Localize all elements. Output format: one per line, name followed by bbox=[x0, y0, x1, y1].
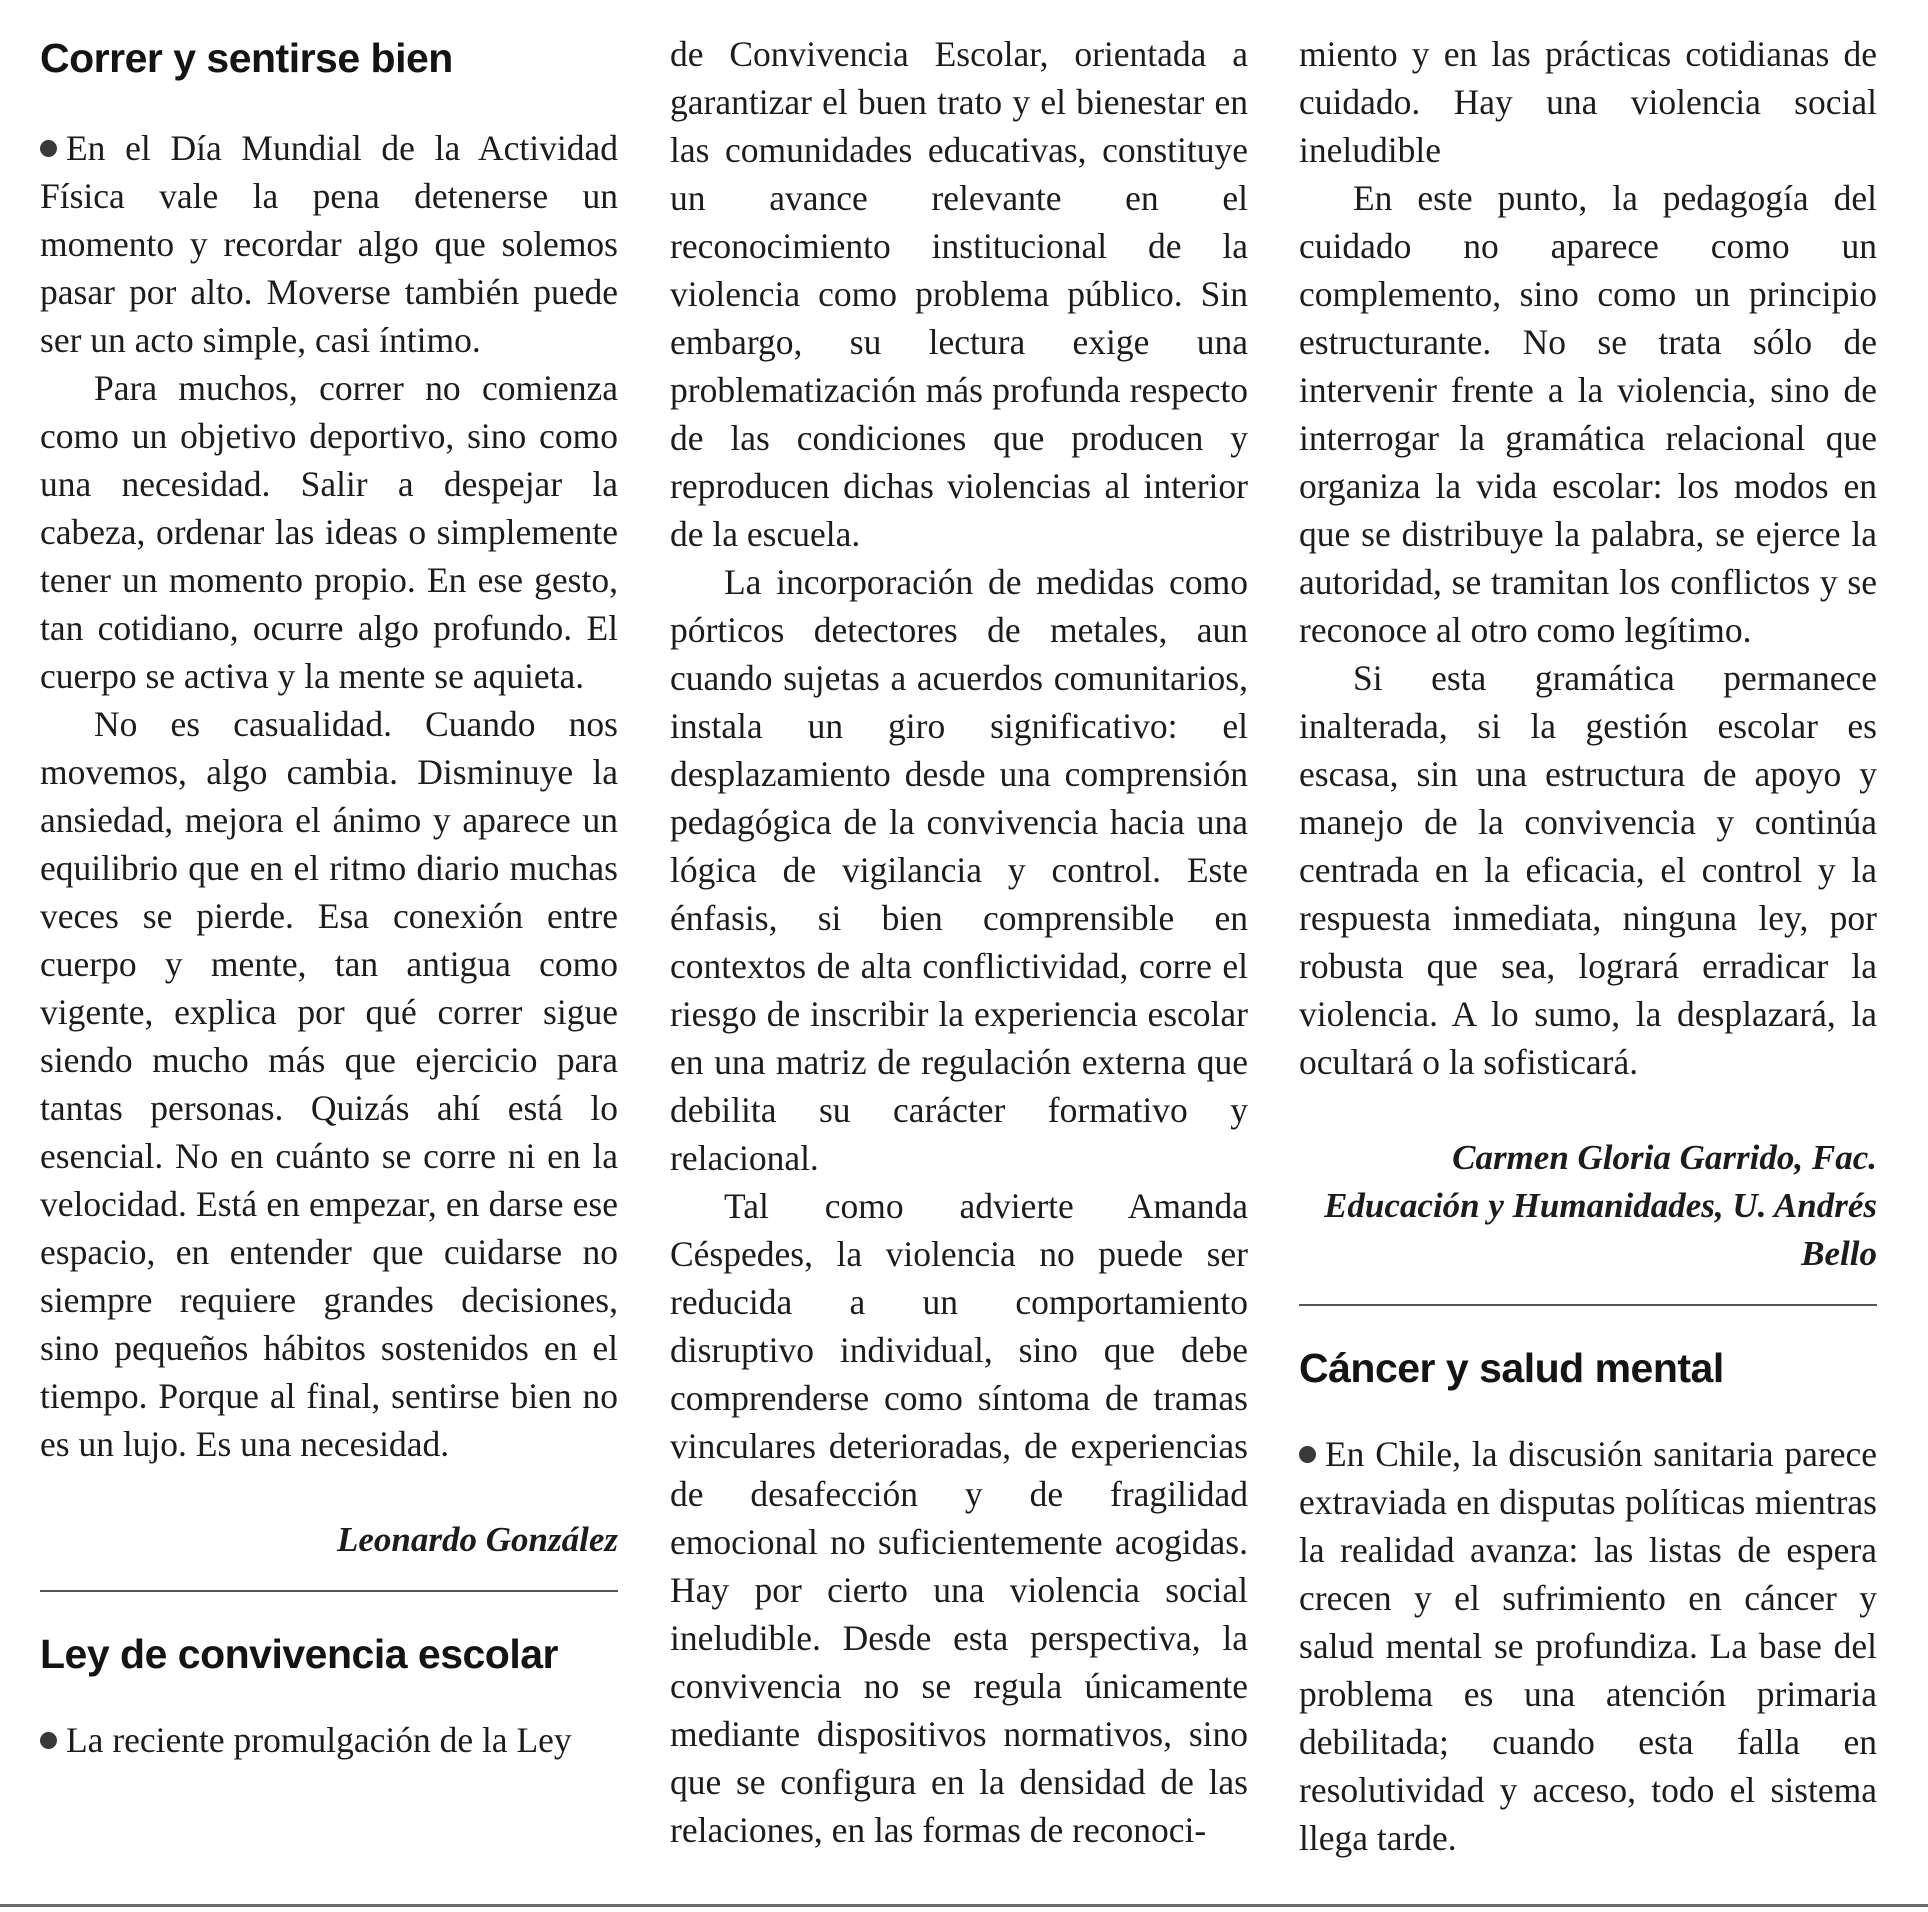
author-signature: Carmen Gloria Garrido, Fac. Educación y Humanidades, U. Andrés Bello bbox=[1324, 1138, 1877, 1273]
article-ley-continued bbox=[670, 30, 1248, 1854]
article-paragraph: En este punto, la pedagogía del cuidado no aparece como un complemento, sino como un principio estructurante. No se trata sólo de intervenir frente a la violencia, sino de interrogar la gramática relacional que organiza la vida escolar: los modos en que se distribuye la palabra, se ejerce la autoridad, se tramitan los conflictos y se reconoce al otro como legítimo. bbox=[1299, 178, 1877, 650]
headline-ley: Ley de convivencia escolar bbox=[40, 1631, 558, 1677]
article-paragraph: Para muchos, correr no comienza como un objetivo deportivo, sino como una necesidad. Salir a despejar la cabeza, ordenar las ideas o simplemente tener un momento propio. En ese gesto, tan cotidiano, ocurre algo profundo. El cuerpo se activa y la mente se aquieta. bbox=[40, 368, 618, 696]
column-2 bbox=[670, 30, 1248, 1854]
article-paragraph: No es casualidad. Cuando nos movemos, algo cambia. Disminuye la ansiedad, mejora el ánimo y aparece un equilibrio que en el ritmo diario muchas veces se pierde. Esa conexión entre cuerpo y mente, tan antigua como vigente, explica por qué correr sigue siendo mucho más que ejercicio para tantas personas. Quizás ahí está lo esencial. No en cuánto se corre ni en la velocidad. Está en empezar, en darse ese espacio, en entender que cuidarse no siempre requiere grandes decisiones, sino pequeños hábitos sostenidos en el tiempo. Porque al final, sentirse bien no es un lujo. Es una necesidad. bbox=[40, 704, 618, 1464]
column-3 bbox=[1299, 30, 1877, 1862]
article-paragraph: La incorporación de medidas como pórticos detectores de metales, aun cuando sujetas a acuerdos comunitarios, instala un giro significativo: el desplazamiento desde una comprensión pedagógica de la convivencia hacia una lógica de vigilancia y control. Este énfasis, si bien comprensible en contextos de alta conflictividad, corre el riesgo de inscribir la experiencia escolar en una matriz de regulación externa que debilita su carácter formativo y relacional. bbox=[670, 562, 1248, 1178]
article-paragraph: de Convivencia Escolar, orientada a garantizar el buen trato y el bienestar en las comunidades educativas, constituye un avance relevante en el reconocimiento institucional de la violencia como problema público. Sin embargo, su lectura exige una problematización más profunda respecto de las condiciones que producen y reproducen dichas violencias al interior de la escuela. bbox=[670, 34, 1248, 554]
article-paragraph: La reciente promulgación de la Ley bbox=[40, 1716, 618, 1764]
headline-correr: Correr y sentirse bien bbox=[40, 35, 453, 81]
article-paragraph: En Chile, la discusión sanitaria parece extraviada en disputas políticas mientras la realidad avanza: las listas de espera crecen y el sufrimiento en cáncer y salud mental se profundiza. La base del problema es una atención primaria debilitada; cuando esta falla en resolutividad y acceso, todo el sistema llega tarde. bbox=[1299, 1434, 1877, 1858]
article-paragraph: Si esta gramática permanece inalterada, si la gestión escolar es escasa, sin una estructura de apoyo y manejo de la convivencia y continúa centrada en la eficacia, el control y la respuesta inmediata, ninguna ley, por robusta que sea, logrará erradicar la violencia. A lo sumo, la desplazará, la ocultará o la sofisticará. bbox=[1299, 658, 1877, 1082]
bullet-icon bbox=[1299, 1446, 1316, 1463]
page-bottom-rule bbox=[0, 1904, 1928, 1907]
article-paragraph: En el Día Mundial de la Actividad Física vale la pena detenerse un momento y recordar algo que solemos pasar por alto. Moverse también puede ser un acto simple, casi íntimo. bbox=[40, 128, 618, 360]
headline-cancer: Cáncer y salud mental bbox=[1299, 1345, 1724, 1391]
article-paragraph: miento y en las prácticas cotidianas de cuidado. Hay una violencia social ineludible bbox=[1299, 34, 1877, 170]
section-divider bbox=[40, 1590, 618, 1592]
author-signature: Leonardo González bbox=[337, 1520, 618, 1559]
article-correr-body bbox=[40, 124, 618, 1468]
bullet-icon bbox=[40, 140, 57, 157]
article-paragraph: Tal como advierte Amanda Céspedes, la violencia no puede ser reducida a un comportamiento disruptivo individual, sino que debe comprenderse como síntoma de tramas vinculares deterioradas, de experiencias de desafección y de fragilidad emocional no suficientemente acogidas. Hay por cierto una violencia social ineludible. Desde esta perspectiva, la convivencia no se regula únicamente mediante dispositivos normativos, sino que se configura en la densidad de las relaciones, en las formas de reconoci- bbox=[670, 1186, 1248, 1850]
article-ley-end bbox=[1299, 30, 1877, 1086]
column-1 bbox=[40, 30, 618, 1764]
section-divider bbox=[1299, 1304, 1877, 1306]
bullet-icon bbox=[40, 1732, 57, 1749]
article-ley-start bbox=[40, 1716, 618, 1764]
article-cancer-body bbox=[1299, 1430, 1877, 1862]
